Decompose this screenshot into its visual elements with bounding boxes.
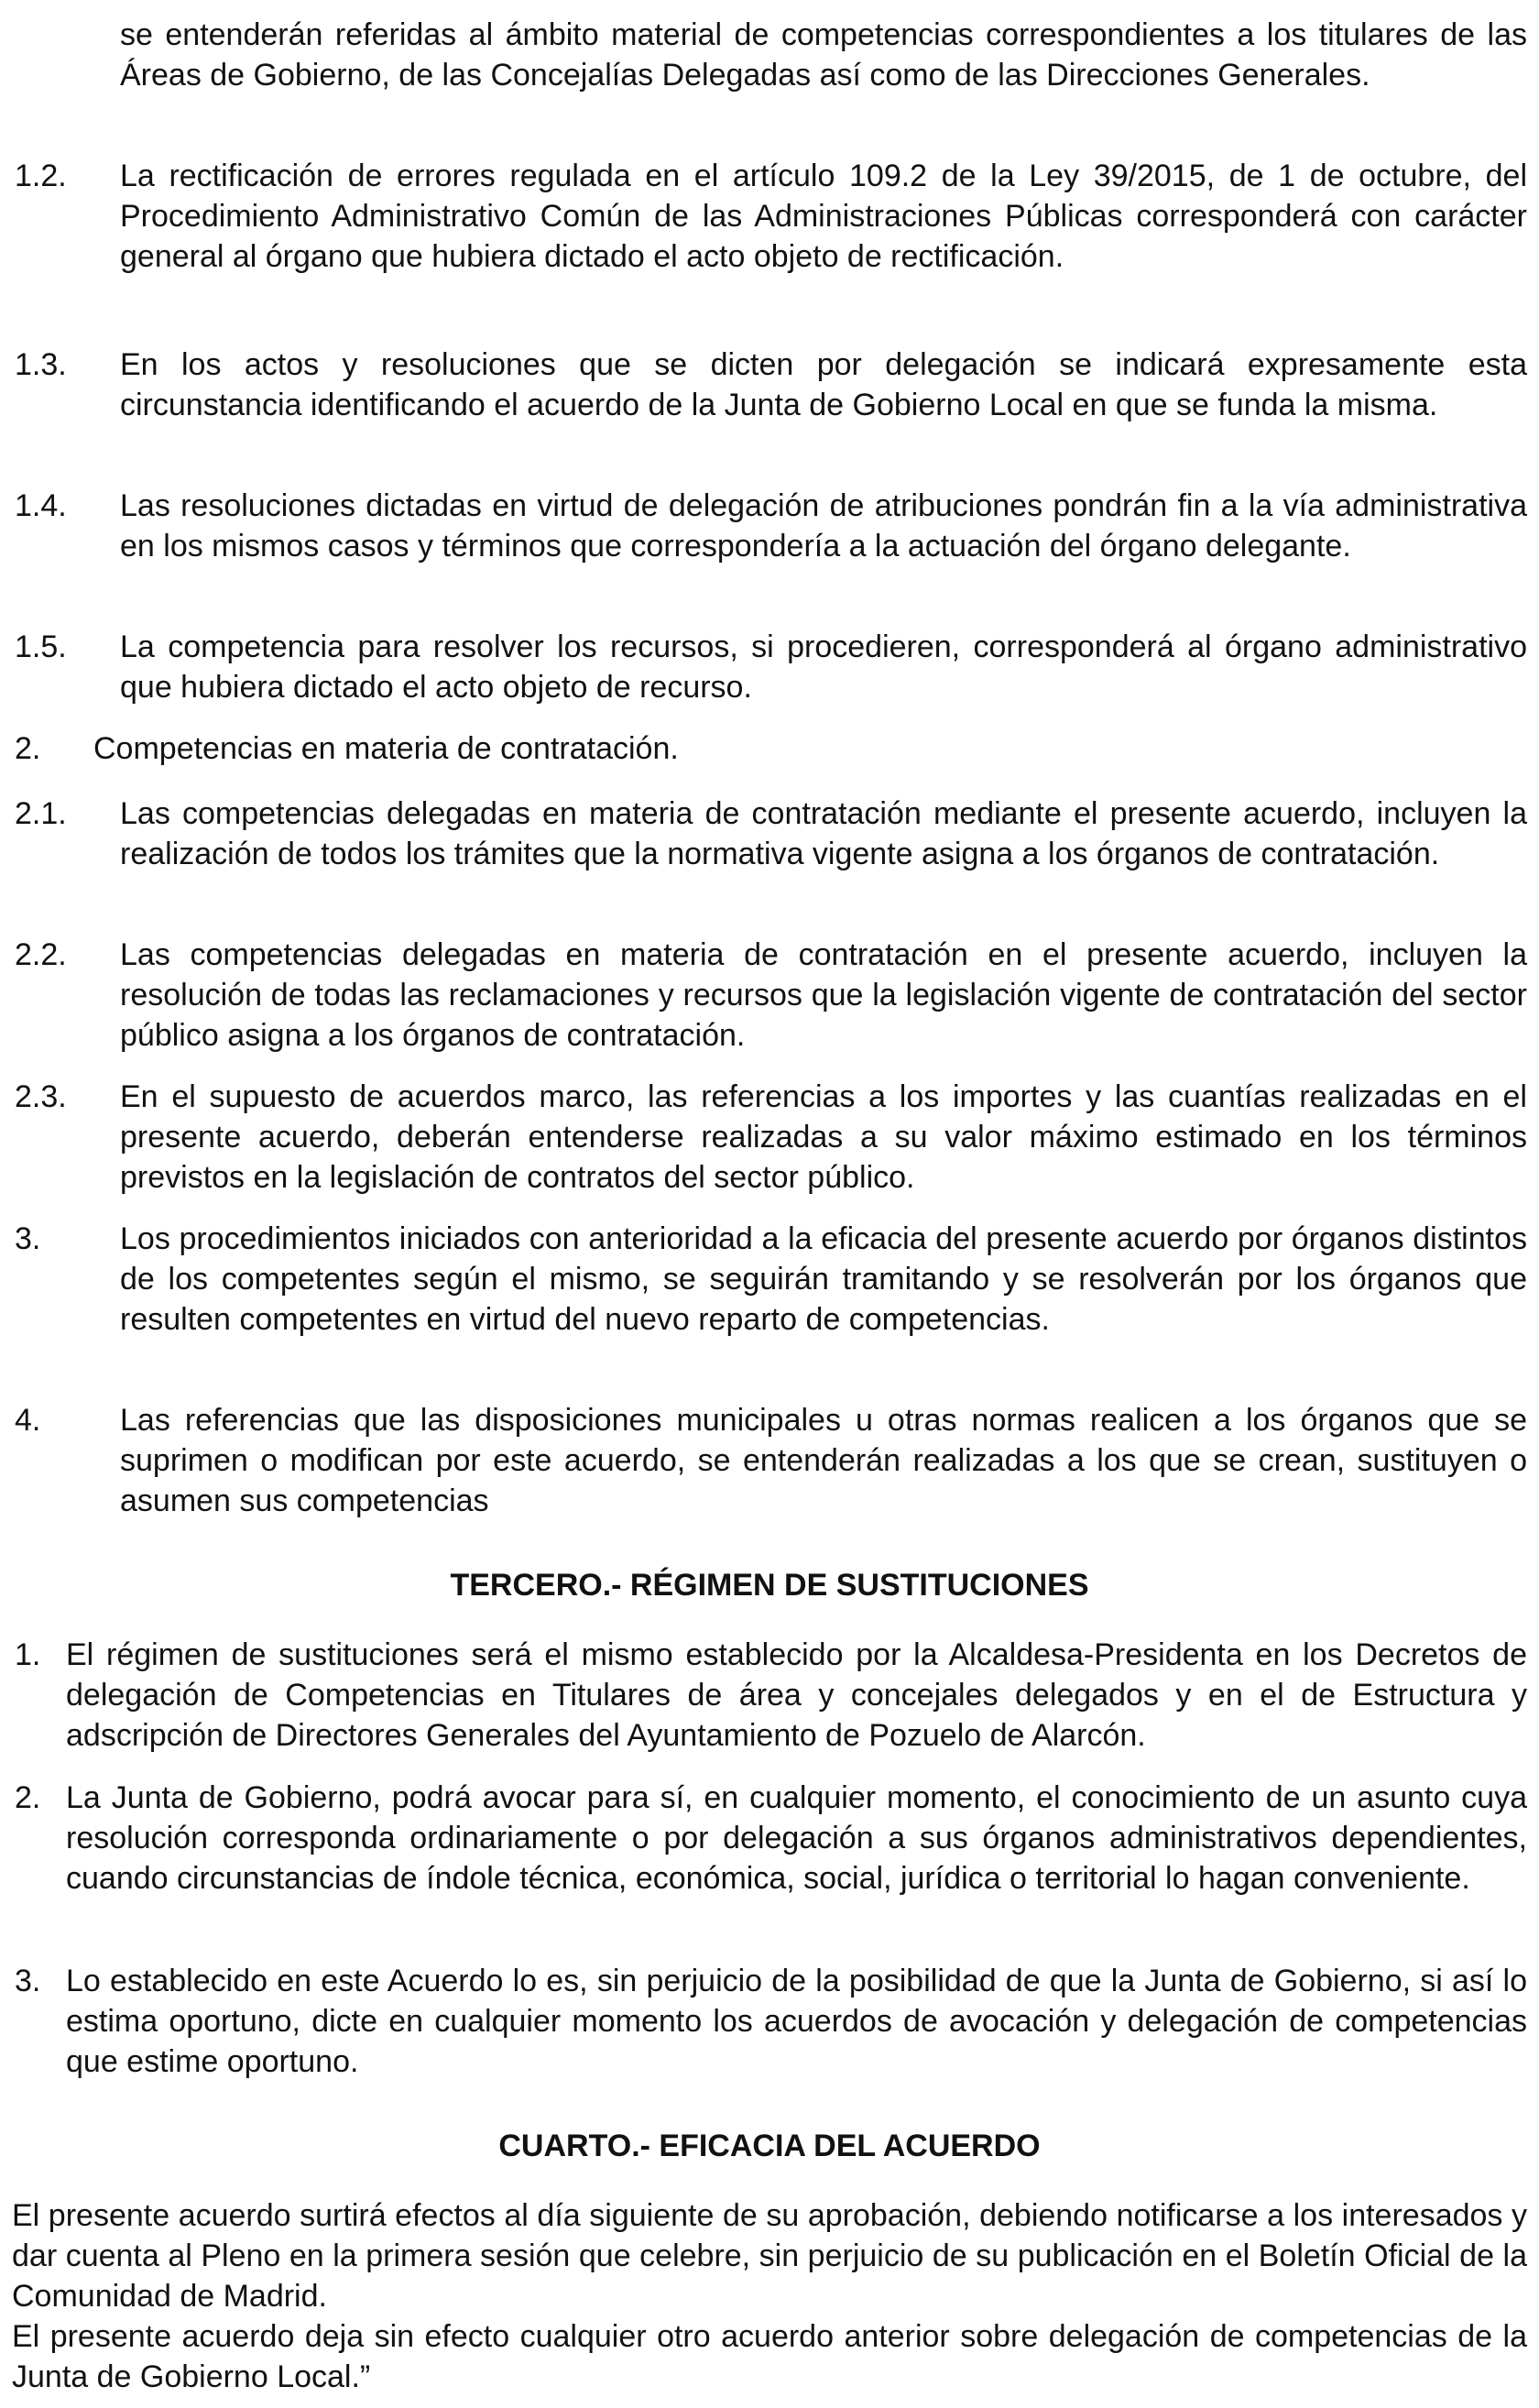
item-number: 2.1. xyxy=(15,796,67,831)
item-text: En los actos y resoluciones que se dicten por delegación se indicará expresamente esta circunstancia identificando el acuerdo de la Junta de Gobierno Local en que se funda la misma. xyxy=(120,347,1527,422)
item-text: Lo establecido en este Acuerdo lo es, sin perjuicio de la posibilidad de que la Junta de Gobierno, si así lo estima oportuno, dicte en cualquier momento los acuerdos de avocación y delegación de competencias que estime oportuno. xyxy=(66,1964,1527,2079)
item-text: Las referencias que las disposiciones municipales u otras normas realicen a los órganos que se suprimen o modifican por este acuerdo, se entenderán realizadas a los que se crean, sustituyen o asumen sus competencias xyxy=(120,1403,1527,1518)
item-text: Las resoluciones dictadas en virtud de delegación de atribuciones pondrán fin a la vía administrativa en los mismos casos y términos que correspondería a la actuación del órgano delegante. xyxy=(120,488,1527,564)
item-number: 1.5. xyxy=(15,629,67,664)
item-number: 1.4. xyxy=(15,488,67,523)
section-heading-tercero: TERCERO.- RÉGIMEN DE SUSTITUCIONES xyxy=(450,1568,1089,1603)
item-text: Las competencias delegadas en materia de contratación en el presente acuerdo, incluyen la resolución de todas las reclamaciones y recursos que la legislación vigente de contratación del sector público asigna a los órganos de contratación. xyxy=(120,937,1527,1053)
item-number: 3. xyxy=(15,1964,41,1998)
eficacia-paragraph-1: El presente acuerdo surtirá efectos al día siguiente de su aprobación, debiendo notificarse a los interesados y dar cuenta al Pleno en la primera sesión que celebre, sin perjuicio de su publicación en el Boletín Oficial de la Comunidad de Madrid. xyxy=(12,2198,1527,2314)
item-text: Competencias en materia de contratación. xyxy=(93,731,679,766)
item-number: 4. xyxy=(15,1403,41,1438)
item-number: 2.2. xyxy=(15,937,67,972)
section-heading-cuarto: CUARTO.- EFICACIA DEL ACUERDO xyxy=(498,2129,1041,2163)
item-text: Los procedimientos iniciados con anterioridad a la eficacia del presente acuerdo por órganos distintos de los competentes según el mismo, se seguirán tramitando y se resolverán por los órganos que resulten competentes en virtud del nuevo reparto de competencias. xyxy=(120,1221,1527,1337)
item-text: Las competencias delegadas en materia de contratación mediante el presente acuerdo, incluyen la realización de todos los trámites que la normativa vigente asigna a los órganos de contratación. xyxy=(120,796,1527,871)
item-number: 2. xyxy=(15,731,41,766)
item-text: La Junta de Gobierno, podrá avocar para sí, en cualquier momento, el conocimiento de un asunto cuya resolución corresponda ordinariamente o por delegación a sus órganos administrativos dependientes, cuando circunstancias de índole técnica, económica, social, jurídica o territorial lo hagan conveniente. xyxy=(66,1780,1527,1896)
item-text: El régimen de sustituciones será el mismo establecido por la Alcaldesa-Presidenta en los Decretos de delegación de Competencias en Titulares de área y concejales delegados y en el de Estructura y adscripción de Directores Generales del Ayuntamiento de Pozuelo de Alarcón. xyxy=(66,1637,1527,1753)
item-number: 3. xyxy=(15,1221,41,1256)
eficacia-paragraph-2: El presente acuerdo deja sin efecto cualquier otro acuerdo anterior sobre delegación de competencias de la Junta de Gobierno Local.” xyxy=(12,2319,1527,2394)
item-number: 2.3. xyxy=(15,1079,67,1114)
item-number: 2. xyxy=(15,1780,41,1815)
intro-paragraph: se entenderán referidas al ámbito material de competencias correspondientes a los titulares de las Áreas de Gobierno, de las Concejalías Delegadas así como de las Direcciones Generales. xyxy=(120,17,1527,93)
item-text: En el supuesto de acuerdos marco, las referencias a los importes y las cuantías realizadas en el presente acuerdo, deberán entenderse realizadas a su valor máximo estimado en los términos previstos en la legislación de contratos del sector público. xyxy=(120,1079,1527,1195)
item-text: La competencia para resolver los recursos, si procedieren, corresponderá al órgano administrativo que hubiera dictado el acto objeto de recurso. xyxy=(120,629,1527,705)
item-text: La rectificación de errores regulada en el artículo 109.2 de la Ley 39/2015, de 1 de octubre, del Procedimiento Administrativo Común de las Administraciones Públicas corresponderá con carácter general al órgano que hubiera dictado el acto objeto de rectificación. xyxy=(120,159,1527,274)
item-number: 1.2. xyxy=(15,159,67,193)
item-number: 1.3. xyxy=(15,347,67,382)
item-number: 1. xyxy=(15,1637,41,1672)
